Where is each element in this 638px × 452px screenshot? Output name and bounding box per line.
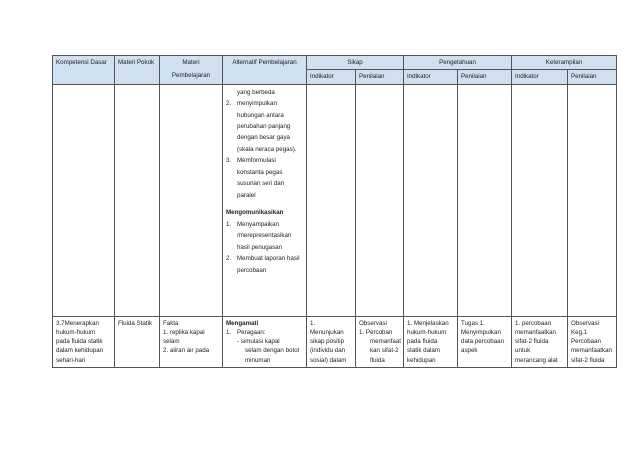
text-line: konstanta pegas xyxy=(237,168,283,176)
cell-kompetensi-dasar: 3.7Menerapkan hukum-hukum pada fluida statik dalam kehidupan sehari-hari xyxy=(53,316,115,367)
header-materi-pokok: Materi Pokok xyxy=(115,56,160,85)
cell-sikap-penilaian: Observasi 1. Percoban memanfaat kan sifat-2 fluida xyxy=(356,316,404,367)
cell-empty xyxy=(307,84,356,316)
header-sikap: Sikap xyxy=(307,56,404,70)
cell-pengetahuan-penilaian: Tugas 1. Menyimpulkan data percobaan aspek xyxy=(458,316,512,367)
cell-empty xyxy=(356,84,404,316)
cell-keterampilan-penilaian: Observasi Keg.1 Percobaan memanfaatkan sifat-2 fluida xyxy=(568,316,617,367)
text-line: paralel xyxy=(237,191,256,199)
text-line: hubungan antara xyxy=(237,111,284,119)
list-item: 1. Menyampaikan xyxy=(226,220,279,228)
header-pengetahuan-indikator: Indikator xyxy=(404,70,458,84)
cell-pengetahuan-indikator: 1. Menjelaskan hukum-hukum pada fluida statik dalam kehidupan xyxy=(404,316,458,367)
list-item: 2. Membuat laporan hasil xyxy=(226,255,300,263)
header-pengetahuan-penilaian: Penilaian xyxy=(458,70,512,84)
text-line: dengan besar gaya xyxy=(237,134,290,142)
header-keterampilan-indikator: Indikator xyxy=(512,70,568,84)
list-item: 2. menyimpulkan xyxy=(226,100,277,108)
cell-empty xyxy=(458,84,512,316)
cell-empty xyxy=(53,84,115,316)
header-materi-line-2: Pembelajaran xyxy=(171,72,211,80)
cell-empty xyxy=(512,84,568,316)
table-row xyxy=(53,84,617,316)
text-line: perubahan panjang xyxy=(237,123,291,130)
header-keterampilan: Keterampilan xyxy=(512,56,617,70)
section-title-mengomunikasikan: Mengomunikasikan xyxy=(226,209,284,217)
text-line: /merepresentasikan xyxy=(237,232,292,240)
text-line: percobaan xyxy=(237,266,267,274)
cell-alternatif-pembelajaran: Mengamati 1. Peragaan: - simulasi kapal selam dengan botol minuman xyxy=(223,316,307,367)
text-line: susunan seri dan xyxy=(237,180,285,188)
header-sikap-indikator: Indikator xyxy=(307,70,356,84)
cell-materi-pembelajaran: Fakta 1. replika kapal selam 2. aliran air pada xyxy=(160,316,223,367)
cell-alternatif-continued xyxy=(223,84,307,316)
list-item: 3. Memformulasi xyxy=(226,157,276,165)
header-pengetahuan: Pengetahuan xyxy=(404,56,512,70)
cell-empty xyxy=(568,84,617,316)
syllabus-table xyxy=(52,55,617,368)
text-line: hasil penugasan xyxy=(237,243,283,251)
cell-keterampilan-indikator: 1. percobaan memanfaatkan sifat-2 fluida untuk merancang alat xyxy=(512,316,568,367)
header-kompetensi-dasar: Kompetensi Dasar xyxy=(53,56,115,85)
header-row-1 xyxy=(53,56,617,70)
cell-empty xyxy=(404,84,458,316)
cell-empty xyxy=(160,84,223,316)
table-row xyxy=(53,316,617,367)
header-keterampilan-penilaian: Penilaian xyxy=(568,70,617,84)
header-sikap-penilaian: Penilaian xyxy=(356,70,404,84)
header-alternatif-pembelajaran: Alternatif Pembelajaran xyxy=(223,56,307,85)
cell-sikap-indikator: 1. Menunjukan sikap positip (individu dan sosial) dalam xyxy=(307,316,356,367)
header-materi-line-1: Materi xyxy=(182,59,200,66)
header-materi-pembelajaran xyxy=(160,56,223,85)
text-line: (skala neraca pegas). xyxy=(237,145,297,153)
text-line: yang berbeda xyxy=(237,88,275,96)
cell-materi-pokok: Fluida Statik xyxy=(115,316,160,367)
cell-empty xyxy=(115,84,160,316)
